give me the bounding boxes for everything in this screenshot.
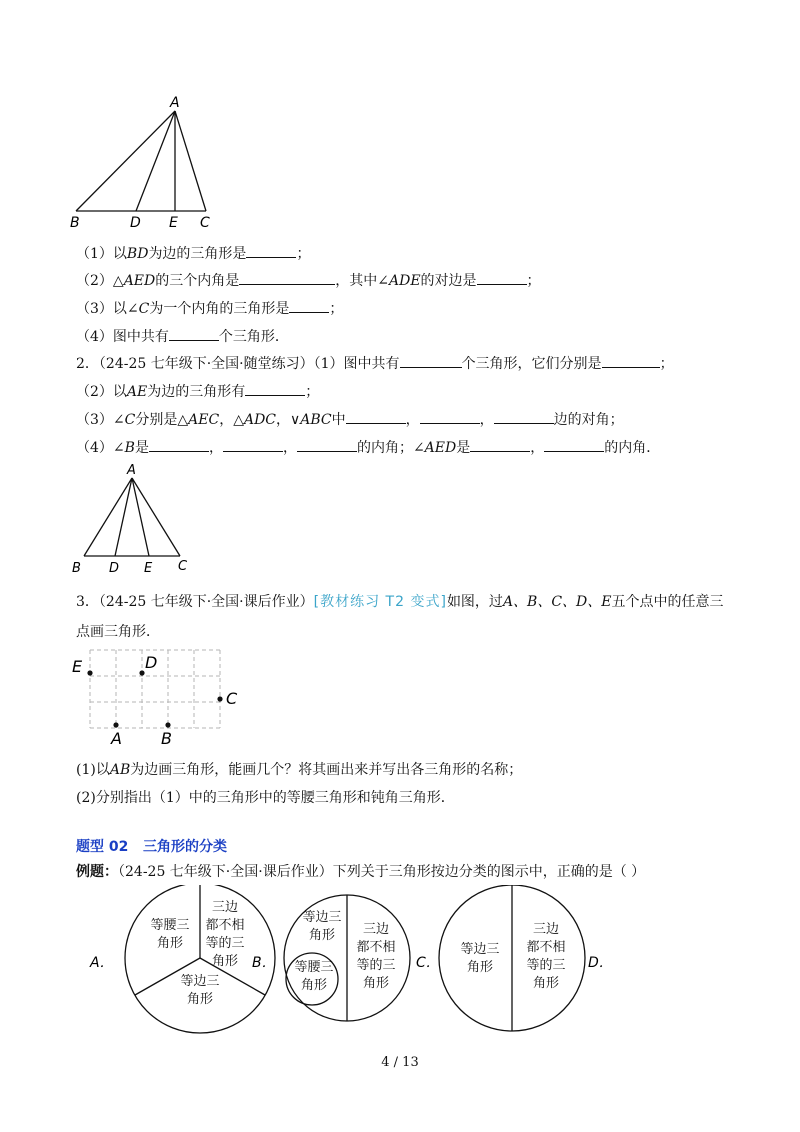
- point-label-c: C: [200, 215, 210, 231]
- q1-item-1: （1）以BD为边的三角形是 ；: [76, 243, 310, 264]
- option-d-letter: D．: [588, 955, 613, 971]
- page-number: 4 / 13: [381, 1055, 419, 1070]
- svg-text:角形: 角形: [308, 928, 336, 943]
- svg-text:角形: 角形: [211, 954, 239, 969]
- grid-label-d: D: [145, 653, 158, 672]
- svg-text:等边三: 等边三: [460, 942, 500, 957]
- point-label-b: B: [72, 561, 81, 576]
- svg-text:角形: 角形: [362, 976, 390, 991]
- svg-text:角形: 角形: [186, 992, 214, 1007]
- q2-item-4: （4）∠B是 ， ， 的内角；∠AED是 ， 的内角．: [76, 437, 660, 458]
- svg-text:等的三: 等的三: [526, 958, 566, 973]
- grid-label-e: E: [72, 657, 83, 676]
- svg-text:角形: 角形: [300, 978, 328, 993]
- q3-sub-2: (2)分别指出（1）中的三角形中的等腰三角形和钝角三角形．: [76, 790, 455, 806]
- svg-text:等的三: 等的三: [356, 958, 396, 973]
- section-heading: 题型 02 三角形的分类: [76, 839, 227, 855]
- q2-item-2: （2）以AE为边的三角形有 ；: [76, 381, 319, 402]
- dot-grid-figure: [64, 640, 254, 750]
- figure-triangle-1: [60, 92, 230, 232]
- point-label-d: D: [109, 561, 120, 576]
- svg-text:都不相: 都不相: [205, 918, 245, 933]
- point-label-c: C: [178, 559, 188, 574]
- q2-item-3: （3）∠C分别是△AEC，△ADC，∨ABC中 ， ， 边的对角；: [76, 409, 624, 430]
- grid-label-a: A: [111, 729, 122, 748]
- q3-tag: [教材练习 T2 变式]: [313, 594, 447, 610]
- svg-text:等边三: 等边三: [180, 974, 220, 989]
- point-label-a: A: [127, 463, 136, 478]
- grid-label-b: B: [161, 729, 172, 748]
- q1-item-3: （3）以∠C为一个内角的三角形是 ；: [76, 298, 343, 319]
- option-c-letter: C．: [416, 955, 440, 971]
- svg-text:角形: 角形: [532, 976, 560, 991]
- svg-text:都不相: 都不相: [356, 940, 396, 955]
- q3-stem-line2: 点画三角形．: [76, 624, 160, 640]
- q3-stem: 3．（24-25 七年级下·全国·课后作业）[教材练习 T2 变式]如图，过A、B、C、D、E五个点中的任意三: [76, 594, 724, 610]
- grid-label-c: C: [226, 689, 238, 708]
- example-stem: 例题：（24-25 七年级下·全国·课后作业）下列关于三角形按边分类的图示中，正确的是（ ）: [76, 864, 646, 880]
- q2-stem: 2．（24-25 七年级下·全国·随堂练习）（1）图中共有 个三角形，它们分别是 ；: [76, 353, 674, 374]
- option-a-letter: A．: [90, 955, 114, 971]
- q1-item-4: （4）图中共有 个三角形．: [76, 326, 289, 347]
- point-label-e: E: [169, 215, 178, 231]
- svg-text:等的三: 等的三: [205, 936, 245, 951]
- figure-triangle-2: [64, 460, 204, 578]
- q3-sub-1: (1)以AB为边画三角形，能画几个？将其画出来并写出各三角形的名称；: [76, 762, 523, 778]
- option-diagrams: [80, 885, 640, 1035]
- svg-text:角形: 角形: [156, 936, 184, 951]
- svg-text:三边: 三边: [211, 900, 239, 915]
- point-label-b: B: [70, 215, 80, 231]
- svg-text:等边三: 等边三: [302, 910, 342, 925]
- svg-text:等腰三: 等腰三: [294, 960, 334, 975]
- svg-text:三边: 三边: [532, 922, 560, 937]
- point-label-e: E: [144, 561, 153, 576]
- point-label-d: D: [130, 215, 141, 231]
- q1-item-2: （2）△AED的三个内角是 ，其中∠ADE的对边是 ；: [76, 270, 541, 291]
- svg-text:等腰三: 等腰三: [150, 918, 190, 933]
- svg-text:都不相: 都不相: [526, 940, 566, 955]
- svg-text:角形: 角形: [466, 960, 494, 975]
- point-label-a: A: [170, 95, 180, 111]
- svg-text:三边: 三边: [362, 922, 390, 937]
- option-b-letter: B．: [252, 955, 276, 971]
